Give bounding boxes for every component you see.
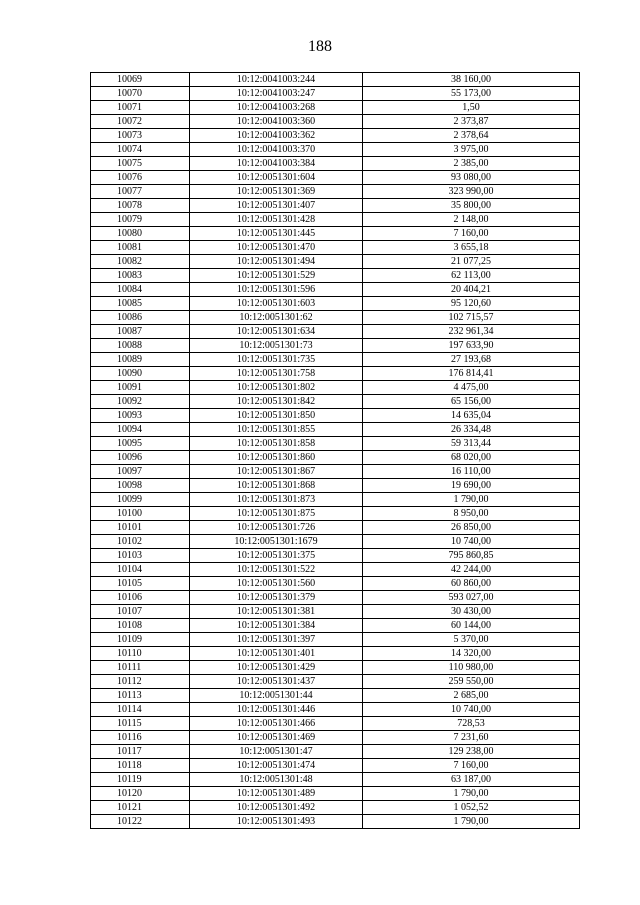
cadastral-number: 10:12:0041003:362 (190, 129, 363, 143)
cadastral-number: 10:12:0041003:268 (190, 101, 363, 115)
value-amount: 2 148,00 (363, 213, 580, 227)
table-row (91, 801, 580, 815)
cadastral-number: 10:12:0051301:868 (190, 479, 363, 493)
value-amount: 2 378,64 (363, 129, 580, 143)
table-row (91, 185, 580, 199)
value-amount: 20 404,21 (363, 283, 580, 297)
table-row (91, 269, 580, 283)
table-row (91, 227, 580, 241)
registry-table-body (91, 73, 580, 829)
cadastral-number: 10:12:0051301:855 (190, 423, 363, 437)
value-amount: 7 160,00 (363, 227, 580, 241)
row-number: 10101 (91, 521, 190, 535)
value-amount: 593 027,00 (363, 591, 580, 605)
table-row (91, 591, 580, 605)
cadastral-number: 10:12:0051301:492 (190, 801, 363, 815)
value-amount: 3 975,00 (363, 143, 580, 157)
value-amount: 14 320,00 (363, 647, 580, 661)
row-number: 10111 (91, 661, 190, 675)
row-number: 10078 (91, 199, 190, 213)
cadastral-number: 10:12:0051301:384 (190, 619, 363, 633)
cadastral-number: 10:12:0051301:726 (190, 521, 363, 535)
table-row (91, 815, 580, 829)
table-row (91, 437, 580, 451)
value-amount: 38 160,00 (363, 73, 580, 87)
table-row (91, 409, 580, 423)
row-number: 10072 (91, 115, 190, 129)
value-amount: 176 814,41 (363, 367, 580, 381)
cadastral-number: 10:12:0051301:381 (190, 605, 363, 619)
table-row (91, 129, 580, 143)
cadastral-number: 10:12:0051301:1679 (190, 535, 363, 549)
cadastral-number: 10:12:0051301:860 (190, 451, 363, 465)
cadastral-number: 10:12:0051301:407 (190, 199, 363, 213)
cadastral-number: 10:12:0051301:73 (190, 339, 363, 353)
row-number: 10109 (91, 633, 190, 647)
table-row (91, 647, 580, 661)
table-row (91, 339, 580, 353)
cadastral-number: 10:12:0051301:875 (190, 507, 363, 521)
cadastral-number: 10:12:0051301:429 (190, 661, 363, 675)
row-number: 10100 (91, 507, 190, 521)
value-amount: 93 080,00 (363, 171, 580, 185)
cadastral-number: 10:12:0041003:370 (190, 143, 363, 157)
cadastral-number: 10:12:0041003:384 (190, 157, 363, 171)
row-number: 10074 (91, 143, 190, 157)
value-amount: 62 113,00 (363, 269, 580, 283)
row-number: 10092 (91, 395, 190, 409)
value-amount: 42 244,00 (363, 563, 580, 577)
row-number: 10104 (91, 563, 190, 577)
cadastral-number: 10:12:0051301:397 (190, 633, 363, 647)
cadastral-number: 10:12:0051301:529 (190, 269, 363, 283)
cadastral-number: 10:12:0051301:603 (190, 297, 363, 311)
value-amount: 59 313,44 (363, 437, 580, 451)
table-row (91, 521, 580, 535)
value-amount: 197 633,90 (363, 339, 580, 353)
table-row (91, 157, 580, 171)
row-number: 10119 (91, 773, 190, 787)
registry-table (90, 72, 580, 829)
value-amount: 10 740,00 (363, 703, 580, 717)
row-number: 10073 (91, 129, 190, 143)
table-row (91, 73, 580, 87)
cadastral-number: 10:12:0051301:470 (190, 241, 363, 255)
value-amount: 7 231,60 (363, 731, 580, 745)
table-row (91, 549, 580, 563)
row-number: 10082 (91, 255, 190, 269)
cadastral-number: 10:12:0051301:401 (190, 647, 363, 661)
value-amount: 21 077,25 (363, 255, 580, 269)
row-number: 10089 (91, 353, 190, 367)
table-row (91, 367, 580, 381)
cadastral-number: 10:12:0051301:437 (190, 675, 363, 689)
cadastral-number: 10:12:0051301:867 (190, 465, 363, 479)
row-number: 10105 (91, 577, 190, 591)
cadastral-number: 10:12:0051301:850 (190, 409, 363, 423)
table-row (91, 745, 580, 759)
value-amount: 795 860,85 (363, 549, 580, 563)
cadastral-number: 10:12:0051301:634 (190, 325, 363, 339)
value-amount: 4 475,00 (363, 381, 580, 395)
row-number: 10085 (91, 297, 190, 311)
table-row (91, 143, 580, 157)
table-row (91, 115, 580, 129)
cadastral-number: 10:12:0051301:802 (190, 381, 363, 395)
row-number: 10077 (91, 185, 190, 199)
row-number: 10098 (91, 479, 190, 493)
table-row (91, 353, 580, 367)
row-number: 10088 (91, 339, 190, 353)
cadastral-number: 10:12:0051301:489 (190, 787, 363, 801)
row-number: 10081 (91, 241, 190, 255)
cadastral-number: 10:12:0051301:48 (190, 773, 363, 787)
value-amount: 63 187,00 (363, 773, 580, 787)
cadastral-number: 10:12:0051301:596 (190, 283, 363, 297)
table-row (91, 87, 580, 101)
table-row (91, 507, 580, 521)
table-row (91, 689, 580, 703)
table-row (91, 563, 580, 577)
table-row (91, 703, 580, 717)
table-row (91, 479, 580, 493)
cadastral-number: 10:12:0051301:369 (190, 185, 363, 199)
cadastral-number: 10:12:0041003:247 (190, 87, 363, 101)
value-amount: 19 690,00 (363, 479, 580, 493)
table-row (91, 577, 580, 591)
row-number: 10103 (91, 549, 190, 563)
value-amount: 728,53 (363, 717, 580, 731)
value-amount: 26 334,48 (363, 423, 580, 437)
value-amount: 110 980,00 (363, 661, 580, 675)
value-amount: 60 860,00 (363, 577, 580, 591)
table-row (91, 773, 580, 787)
cadastral-number: 10:12:0051301:735 (190, 353, 363, 367)
value-amount: 27 193,68 (363, 353, 580, 367)
value-amount: 65 156,00 (363, 395, 580, 409)
value-amount: 26 850,00 (363, 521, 580, 535)
row-number: 10115 (91, 717, 190, 731)
table-row (91, 241, 580, 255)
value-amount: 1 790,00 (363, 815, 580, 829)
table-row (91, 199, 580, 213)
row-number: 10108 (91, 619, 190, 633)
table-row (91, 311, 580, 325)
cadastral-number: 10:12:0051301:446 (190, 703, 363, 717)
row-number: 10113 (91, 689, 190, 703)
value-amount: 7 160,00 (363, 759, 580, 773)
cadastral-number: 10:12:0051301:474 (190, 759, 363, 773)
cadastral-number: 10:12:0051301:428 (190, 213, 363, 227)
table-row (91, 213, 580, 227)
table-row (91, 395, 580, 409)
cadastral-number: 10:12:0051301:522 (190, 563, 363, 577)
table-row (91, 633, 580, 647)
value-amount: 2 385,00 (363, 157, 580, 171)
table-row (91, 325, 580, 339)
row-number: 10118 (91, 759, 190, 773)
row-number: 10117 (91, 745, 190, 759)
table-row (91, 661, 580, 675)
cadastral-number: 10:12:0051301:493 (190, 815, 363, 829)
value-amount: 60 144,00 (363, 619, 580, 633)
value-amount: 1 790,00 (363, 493, 580, 507)
table-row (91, 297, 580, 311)
row-number: 10120 (91, 787, 190, 801)
row-number: 10070 (91, 87, 190, 101)
table-row (91, 619, 580, 633)
row-number: 10122 (91, 815, 190, 829)
value-amount: 35 800,00 (363, 199, 580, 213)
value-amount: 30 430,00 (363, 605, 580, 619)
table-row (91, 465, 580, 479)
table-row (91, 731, 580, 745)
row-number: 10114 (91, 703, 190, 717)
table-row (91, 493, 580, 507)
value-amount: 10 740,00 (363, 535, 580, 549)
table-row (91, 675, 580, 689)
row-number: 10102 (91, 535, 190, 549)
row-number: 10075 (91, 157, 190, 171)
row-number: 10076 (91, 171, 190, 185)
value-amount: 8 950,00 (363, 507, 580, 521)
row-number: 10090 (91, 367, 190, 381)
value-amount: 68 020,00 (363, 451, 580, 465)
row-number: 10079 (91, 213, 190, 227)
table-row (91, 605, 580, 619)
row-number: 10097 (91, 465, 190, 479)
table-row (91, 535, 580, 549)
cadastral-number: 10:12:0041003:360 (190, 115, 363, 129)
table-row (91, 423, 580, 437)
cadastral-number: 10:12:0051301:604 (190, 171, 363, 185)
row-number: 10121 (91, 801, 190, 815)
cadastral-number: 10:12:0051301:469 (190, 731, 363, 745)
cadastral-number: 10:12:0051301:560 (190, 577, 363, 591)
page-number: 188 (308, 38, 332, 55)
row-number: 10096 (91, 451, 190, 465)
value-amount: 95 120,60 (363, 297, 580, 311)
row-number: 10107 (91, 605, 190, 619)
row-number: 10106 (91, 591, 190, 605)
cadastral-number: 10:12:0051301:62 (190, 311, 363, 325)
table-row (91, 717, 580, 731)
cadastral-number: 10:12:0051301:873 (190, 493, 363, 507)
row-number: 10071 (91, 101, 190, 115)
row-number: 10095 (91, 437, 190, 451)
table-row (91, 101, 580, 115)
row-number: 10116 (91, 731, 190, 745)
table-row (91, 255, 580, 269)
value-amount: 1 052,52 (363, 801, 580, 815)
row-number: 10083 (91, 269, 190, 283)
row-number: 10112 (91, 675, 190, 689)
row-number: 10084 (91, 283, 190, 297)
value-amount: 1,50 (363, 101, 580, 115)
row-number: 10087 (91, 325, 190, 339)
row-number: 10086 (91, 311, 190, 325)
cadastral-number: 10:12:0051301:44 (190, 689, 363, 703)
row-number: 10069 (91, 73, 190, 87)
row-number: 10099 (91, 493, 190, 507)
value-amount: 2 373,87 (363, 115, 580, 129)
value-amount: 16 110,00 (363, 465, 580, 479)
table-row (91, 787, 580, 801)
value-amount: 129 238,00 (363, 745, 580, 759)
cadastral-number: 10:12:0051301:47 (190, 745, 363, 759)
row-number: 10094 (91, 423, 190, 437)
value-amount: 3 655,18 (363, 241, 580, 255)
table-row (91, 451, 580, 465)
cadastral-number: 10:12:0051301:858 (190, 437, 363, 451)
table-row (91, 283, 580, 297)
cadastral-number: 10:12:0051301:375 (190, 549, 363, 563)
cadastral-number: 10:12:0051301:758 (190, 367, 363, 381)
table-row (91, 759, 580, 773)
row-number: 10093 (91, 409, 190, 423)
value-amount: 259 550,00 (363, 675, 580, 689)
cadastral-number: 10:12:0051301:379 (190, 591, 363, 605)
row-number: 10080 (91, 227, 190, 241)
row-number: 10110 (91, 647, 190, 661)
value-amount: 14 635,04 (363, 409, 580, 423)
cadastral-number: 10:12:0051301:494 (190, 255, 363, 269)
value-amount: 5 370,00 (363, 633, 580, 647)
cadastral-number: 10:12:0051301:466 (190, 717, 363, 731)
cadastral-number: 10:12:0051301:842 (190, 395, 363, 409)
value-amount: 232 961,34 (363, 325, 580, 339)
value-amount: 323 990,00 (363, 185, 580, 199)
value-amount: 55 173,00 (363, 87, 580, 101)
value-amount: 1 790,00 (363, 787, 580, 801)
row-number: 10091 (91, 381, 190, 395)
value-amount: 2 685,00 (363, 689, 580, 703)
cadastral-number: 10:12:0041003:244 (190, 73, 363, 87)
table-row (91, 171, 580, 185)
value-amount: 102 715,57 (363, 311, 580, 325)
cadastral-number: 10:12:0051301:445 (190, 227, 363, 241)
table-row (91, 381, 580, 395)
